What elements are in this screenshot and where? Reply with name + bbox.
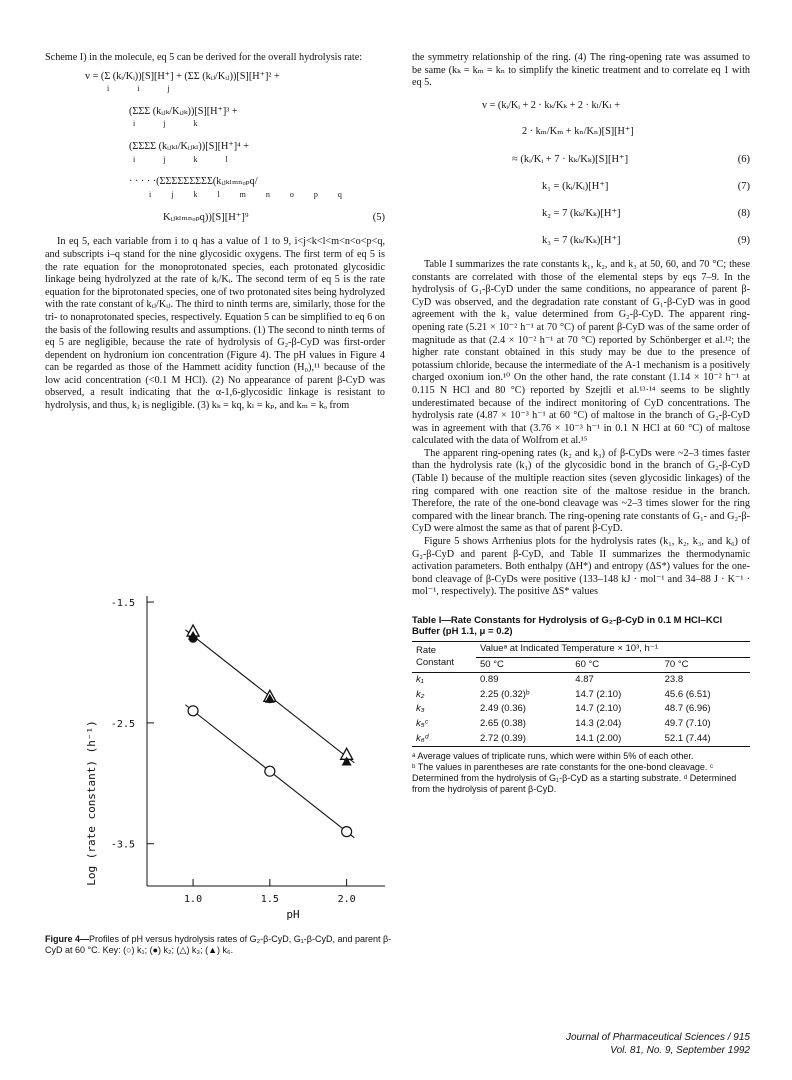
row-label: k₅ᶜ — [416, 717, 428, 729]
figure-4-caption — [45, 934, 395, 956]
intro-text: Scheme I) in the molecule, eq 5 can be derived for the overall hydrolysis rate: — [45, 52, 363, 63]
data-markers — [187, 625, 353, 837]
right-para-3: The apparent ring-opening rates (k₂ and k₃) of β-CyDs were ~2–3 times faster than the hydrolysis rate (k₁) of the glycosidic bond in the branch of G₂-β-CyD (Table I) because of the multiple reaction sites (seven glycosidic linkages) of the ring compared with one reaction site of the maltose residue in the branch. Therefore, the rate of the one-bond cleavage was ~2–3 times slower for the ring compared with the linear branch. The ring-opening rate constants of G₁- and G₂-β-CyD were almost the same as that of parent β-CyD. — [412, 447, 750, 535]
y-tick-label: -1.5 — [110, 598, 135, 610]
table-cell: 49.7 (7.10) — [664, 717, 711, 729]
table-cell: 2.49 (0.36) — [480, 703, 526, 715]
equation-block — [412, 100, 750, 247]
left-column — [45, 52, 385, 413]
table-cell: 23.8 — [664, 674, 684, 686]
table-cell: 14.7 (2.10) — [575, 703, 622, 715]
table-cell: 0.89 — [480, 674, 499, 686]
table-cell: 14.3 (2.04) — [575, 717, 622, 729]
eq-b: 2 · kₘ/Kₘ + kₙ/Kₙ)[S][H⁺] — [522, 126, 634, 138]
eq-7-number: (7) — [737, 180, 750, 192]
axes — [111, 596, 385, 905]
table-cell: 2.25 (0.32)ᵇ — [480, 688, 530, 700]
eq-6: ≈ (kᵢ/Kᵢ + 7 · kₖ/Kₖ)[S][H⁺] — [512, 153, 629, 165]
marker-k1 — [188, 706, 198, 716]
table-1-title: Table I—Rate Constants for Hydrolysis of G₂-β-CyD in 0.1 M HCl–KCl Buffer (pH 1.1, μ = 0.2) — [412, 615, 723, 637]
eq5-line5: Kᵢⱼₖₗₘₙₒₚq))[S][H⁺]⁹ — [163, 212, 249, 224]
eq-6-number: (6) — [737, 153, 750, 165]
y-tick-label: -2.5 — [110, 718, 135, 730]
row-label: k₁ — [416, 674, 424, 686]
eq5-line3-sub: i j k l — [133, 154, 241, 164]
caption-label: Figure 4— — [45, 934, 90, 944]
col-header-rate-constant: Rate Constant — [412, 642, 476, 673]
eq5-line1-sub: i i j — [107, 84, 183, 94]
table-footnote-a: ᵃ Average values of triplicate runs, which were within 5% of each other. — [412, 751, 694, 762]
y-axis-label: Log (rate constant) (h⁻¹) — [85, 720, 98, 886]
eq5-line3: (ΣΣΣΣ (kᵢⱼₖₗ/Kᵢⱼₖₗ))[S][H⁺]⁴ + — [129, 140, 250, 152]
table-cell: 14.1 (2.00) — [575, 732, 622, 744]
eq-9-number: (9) — [737, 234, 750, 246]
group-header: Valueᵃ at Indicated Temperature × 10³, h⁻¹ — [476, 642, 750, 658]
eq-8: k₂ = 7 (kₖ/Kₖ)[H⁺] — [542, 207, 621, 219]
figure-4-chart — [45, 588, 395, 933]
x-tick-label: 1.0 — [184, 894, 203, 905]
col-header-temp: 50 °C — [476, 657, 571, 673]
x-tick-label: 1.5 — [260, 894, 279, 905]
x-axis-label: pH — [286, 908, 300, 921]
table-row — [412, 702, 750, 717]
footer-issue: Vol. 81, No. 9, September 1992 — [610, 1045, 750, 1056]
left-paragraph: In eq 5, each variable from i to q has a value of 1 to 9, i<j<k<l<m<n<o<p<q, and subscripts i–q stand for the nine glycosidic oxygens. The first term of eq 5 is the rate equation for the monoprotonated species, each protonated glycosidic linkage being hydrolyzed at the rate of kᵢ/Kᵢ. The second term of eq 5 is the rate equation for the biprotonated species, one of two protonated sites being hydrolyzed with the rate constant of kᵢⱼ/Kᵢⱼ. The third to ninth terms are, similarly, those for the tri- to nonaprotonated species, respectively. Equation 5 can be simplified to eq 6 on the basis of the following results and assumptions. (1) The second to ninth terms of eq 5 are negligible, because the rate of hydrolysis of G₂-β-CyD was first-order dependent on hydronium ion concentration (Figure 4). The pH values in Figure 4 can be regarded as those of the Hammett acidity function (H₀),¹¹ because of the low acid concentration (<0.1 M HCl). (2) No appearance of parent β-CyD was observed, a result indicating that the α-1,6-glycosidic linkage is resistant to hydrolysis, and thus, kⱼ is negligible. (3) kₖ = kq, kₗ = kₚ, and kₘ = kₒ from — [45, 236, 385, 412]
eq-8-number: (8) — [737, 207, 750, 219]
table-cell: 48.7 (6.96) — [664, 703, 711, 715]
row-label: k₆ᵈ — [416, 732, 429, 744]
marker-k1 — [265, 766, 275, 776]
eq5-line1: v = (Σ (kᵢ/Kᵢ))[S][H⁺] + (ΣΣ (kᵢⱼ/Kᵢⱼ))[S][H⁺]² + — [85, 70, 280, 82]
table-row — [412, 673, 750, 688]
table-cell: 52.1 (7.44) — [664, 732, 711, 744]
eq-7: k₁ = (kᵢ/Kᵢ)[H⁺] — [542, 180, 609, 192]
eq5-line2: (ΣΣΣ (kᵢⱼₖ/Kᵢⱼₖ))[S][H⁺]³ + — [129, 105, 238, 117]
table-cell: 2.65 (0.38) — [480, 717, 526, 729]
right-para-2: Table I summarizes the rate constants k₁, k₂, and k₃ at 50, 60, and 70 °C; these constants are correlated with those of the elemental steps by eqs 7–9. In the hydrolysis of G₁-β-CyD under the same conditions, no appearance of parent β-CyD was observed, and the degradation rate constant of G₁-β-CyD was in good agreement with the k₃ value determined from G₂-β-CyD. The apparent ring-opening rate (5.21 × 10⁻² h⁻¹ at 70 °C) of parent β-CyD was of the same order of magnitude as that (2.4 × 10⁻² h⁻¹ at 70 °C) reported by Schönberger et al.¹²; the higher rate constant obtained in this study may be due to the presence of potassium chloride, because the intermediate of the A-1 mechanism is a positively charged oxonium ion.¹⁰ On the other hand, the rate constant (1.14 × 10⁻² h⁻¹ at 0.115 N HCl and 80 °C) reported by Szejtli et al.¹³·¹⁴ seems to be slightly underestimated because of the indirect monitoring of CyD concentrations. The hydrolysis rate (4.87 × 10⁻³ h⁻¹ at 60 °C) of maltose in the branch of G₂-β-CyD was in agreement with that (3.76 × 10⁻³ h⁻¹ in 0.1 N HCl at 60 °C) of maltose calculated with the data of Wolfrom et al.¹⁵ — [412, 258, 750, 447]
eq5-line4: · · · · ·(ΣΣΣΣΣΣΣΣΣ(kᵢⱼₖₗₘₙₒₚq/ — [129, 176, 258, 188]
table-cell: 45.6 (6.51) — [664, 688, 711, 700]
eq5-number: (5) — [372, 212, 385, 224]
figure-4 — [45, 588, 395, 968]
eq-9: k₃ = 7 (kₖ/Kₖ)[H⁺] — [542, 234, 621, 246]
table-row — [412, 717, 750, 732]
eq-a: v = (kᵢ/Kᵢ + 2 · kₖ/Kₖ + 2 · kₗ/Kₗ + — [482, 99, 621, 111]
marker-k1 — [342, 827, 352, 837]
col-header-temp: 70 °C — [661, 657, 750, 673]
eq5-line2-sub: i j k — [133, 119, 211, 129]
equation-5 — [45, 71, 385, 225]
y-tick-label: -3.5 — [110, 839, 135, 851]
table-1-grid — [412, 641, 750, 747]
fit-lines — [185, 630, 354, 838]
row-label: k₃ — [416, 703, 425, 715]
table-cell: 4.87 — [575, 674, 594, 686]
footer-journal: Journal of Pharmaceutical Sciences / 915 — [566, 1032, 750, 1043]
x-tick-label: 2.0 — [337, 894, 356, 905]
table-row — [412, 688, 750, 703]
table-row — [412, 732, 750, 747]
table-footnote-b: ᵇ The values in parentheses are rate constants for the one-bond cleavage. ᶜ Determined from the hydrolysis of G₁-β-CyD as a starting substrate. ᵈ Determined from the hydrolysis of parent β-CyD. — [412, 762, 737, 795]
right-column — [412, 52, 750, 795]
table-cell: 14.7 (2.10) — [575, 688, 622, 700]
caption-text: Profiles of pH versus hydrolysis rates of G₂-β-CyD, G₁-β-CyD, and parent β-CyD at 60 °C. Key: (○) k₁; (●) k₂; (△) k₃; (▲) k₆. — [45, 934, 392, 955]
row-label: k₂ — [416, 688, 425, 700]
eq5-line4-sub: i j k l m n o p q — [149, 189, 351, 199]
right-para-1: the symmetry relationship of the ring. (4) The ring-opening rate was assumed to be same (kₖ = kₘ = kₙ to simplify the kinetic treatment and to correlate eq 1 with eq 5. — [412, 52, 750, 89]
table-1 — [412, 615, 750, 795]
right-para-4: Figure 5 shows Arrhenius plots for the hydrolysis rates (k₁, k₂, k₃, and k₆) of G₂-β-CyD and parent β-CyD, and Table II summarizes the thermodynamic activation parameters. Both enthalpy (ΔH*) and entropy (ΔS*) values for the one-bond cleavage of β-CyDs were positive (133–148 kJ · mol⁻¹ and 34–88 J · K⁻¹ · mol⁻¹, respectively). The positive ΔS* values — [412, 536, 750, 598]
col-header-temp: 60 °C — [571, 657, 660, 673]
table-cell: 2.72 (0.39) — [480, 732, 526, 744]
